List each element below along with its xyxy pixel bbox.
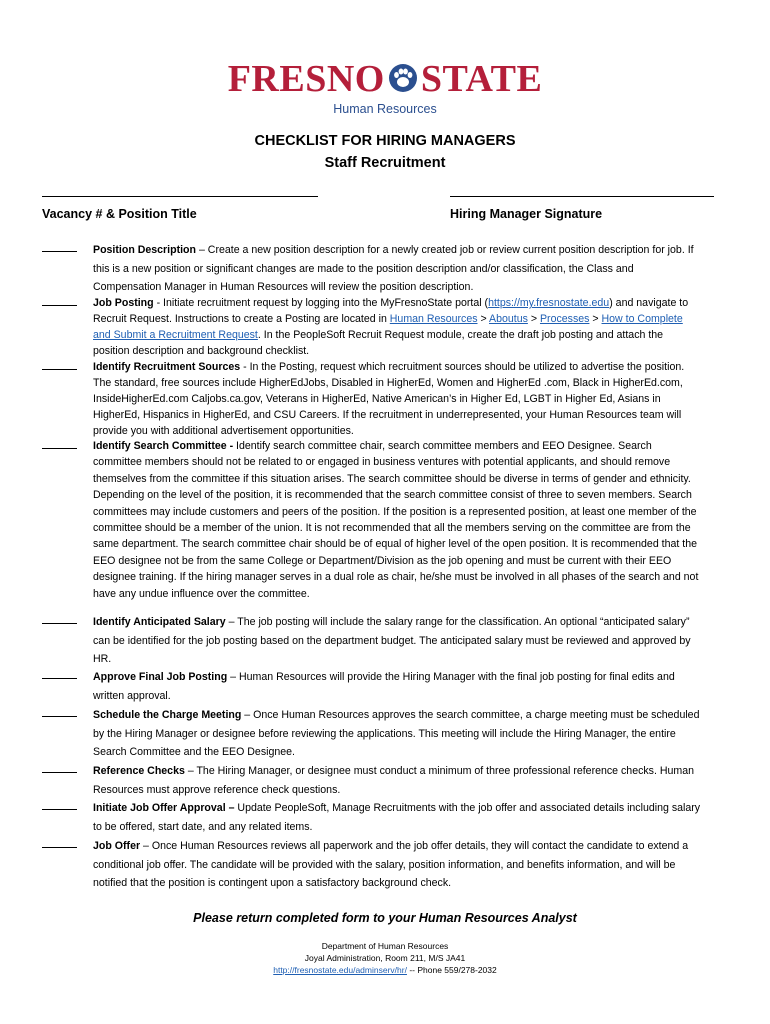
item-heading: Initiate Job Offer Approval – bbox=[93, 802, 235, 814]
checklist-item-final-job-posting bbox=[42, 668, 702, 705]
item-body: – Once Human Resources reviews all paperwork and the job offer details, they will contact the candidate to extend a conditional job offer. The candidate will be provided with the salary, position information, and benefits information, and will be notified that the position is contingent upon a satisfactory background check. bbox=[93, 840, 689, 889]
item-body: ) and navigate to Recruit Request. Instructions to create a Posting are located in bbox=[93, 297, 689, 325]
item-body: – The Hiring Manager, or designee must conduct a minimum of three professional reference checks. Human Resources must approve reference check questions. bbox=[93, 765, 695, 796]
checklist-item-job-offer bbox=[42, 837, 702, 893]
footer-contact bbox=[0, 965, 770, 975]
checklist-item-job-posting bbox=[42, 295, 702, 359]
return-form-note: Please return completed form to your Human Resources Analyst bbox=[193, 911, 577, 925]
document-title: CHECKLIST FOR HIRING MANAGERS bbox=[254, 133, 516, 149]
checkbox-blank[interactable] bbox=[42, 706, 77, 717]
separator: > bbox=[589, 313, 602, 325]
item-body: – Once Human Resources approves the search committee, a charge meeting must be scheduled by the Hiring Manager or designee before reviewing the applications. This meeting will include the Hiring Manager, the entire Search Committee and the EEO Designee. bbox=[93, 709, 700, 758]
checkbox-blank[interactable] bbox=[42, 295, 77, 306]
separator: > bbox=[477, 313, 490, 325]
checklist-item-position-description bbox=[42, 241, 702, 297]
item-heading: Identify Recruitment Sources bbox=[93, 361, 241, 373]
checklist-item-search-committee bbox=[42, 438, 702, 602]
recruitment-request-link[interactable]: How to Complete and Submit a Recruitment Request bbox=[93, 313, 683, 341]
item-heading: Position Description bbox=[93, 244, 197, 256]
checkbox-blank[interactable] bbox=[42, 613, 77, 624]
paw-icon bbox=[388, 63, 418, 93]
aboutus-link[interactable]: Aboutus bbox=[489, 313, 528, 325]
item-body: – Create a new position description for a newly created job or review current position description for job. If this is a new position or significant changes are made to the position description and/or classification, the Class and Compensation Manager in Human Resources will review the position description. bbox=[93, 244, 694, 293]
footer-phone: -- Phone 559/278-2032 bbox=[406, 965, 497, 975]
document-subtitle: Staff Recruitment bbox=[324, 155, 446, 171]
footer-department: Department of Human Resources bbox=[321, 941, 449, 951]
item-heading: Schedule the Charge Meeting bbox=[93, 709, 242, 721]
logo-wordmark bbox=[228, 60, 543, 98]
checkbox-blank[interactable] bbox=[42, 241, 77, 252]
item-body: – The job posting will include the salary range for the classification. An optional “anticipated salary” can be identified for the job posting based on the department budget. The anticipated salary must be reviewed and approved by HR. bbox=[93, 616, 691, 665]
item-heading: Identify Anticipated Salary bbox=[93, 616, 226, 628]
item-body: - Initiate recruitment request by logging into the MyFresnoState portal ( bbox=[153, 297, 489, 309]
checkbox-blank[interactable] bbox=[42, 762, 77, 773]
checklist-item-recruitment-sources bbox=[42, 359, 702, 439]
item-body: Identify search committee chair, search committee members and EEO Designee. Search committee members should not be related to or engaged in business ventures with potential applicants, and should remove themselves from the committee if this situation arises. The search committee should be diverse in terms of gender and ethnicity. Depending on the level of the position, it is recommended that the search committee consist of three to seven members. Search committees may include customers and peers of the position. If the position is a represented position, at least one member of the committee should be a member of the union. It is not recommended that all the members serving on the committee are from the same department. The search committee chair should be of equal of higher level of the open position. It is recommended that the EEO designee not be from the same College or Department/Division as the job opening and must be current with their EEO designee training. If the hiring manager serves in a dual role as chair, he/she must be involved in all phases of the search and not have any undue influence over the committee. bbox=[93, 440, 699, 600]
logo-part2: STATE bbox=[420, 58, 543, 100]
fresno-state-logo bbox=[0, 60, 770, 116]
checklist-item-anticipated-salary bbox=[42, 613, 702, 669]
item-body: – Human Resources will provide the Hiring Manager with the final job posting for final edits and written approval. bbox=[93, 671, 675, 702]
item-heading: Approve Final Job Posting bbox=[93, 671, 228, 683]
checklist-item-charge-meeting bbox=[42, 706, 702, 762]
logo-part1: FRESNO bbox=[227, 58, 385, 100]
item-heading: Identify Search Committee - bbox=[93, 440, 234, 452]
checkbox-blank[interactable] bbox=[42, 837, 77, 848]
item-heading: Job Offer bbox=[93, 840, 141, 852]
vacancy-label: Vacancy # & Position Title bbox=[42, 207, 197, 221]
vacancy-signature-line[interactable] bbox=[42, 196, 318, 197]
item-heading: Reference Checks bbox=[93, 765, 185, 777]
checkbox-blank[interactable] bbox=[42, 799, 77, 810]
item-body: - In the Posting, request which recruitment sources should be utilized to advertise the position. The standard, free sources include HigherEdJobs, Disabled in HigherEd, Women and HigherEd .com, Black in HigherEd.com, InsideHigherEd.com Caljobs.ca.gov, Veterans in HigherEd, Native American’s in Higher Ed, LGBT in Higher Ed, Asians in HigherEd, Hispanics in HigherEd, and CSU Careers. If the recruitment in underrepresented, your Human Resources team will provide you with additional advertisement opportunities. bbox=[93, 361, 685, 437]
processes-link[interactable]: Processes bbox=[539, 313, 590, 325]
checklist-item-reference-checks bbox=[42, 762, 702, 799]
hr-link[interactable]: Human Resources bbox=[389, 313, 478, 325]
item-heading: Job Posting bbox=[93, 297, 154, 309]
footer-address: Joyal Administration, Room 211, M/S JA41 bbox=[304, 953, 466, 963]
hr-website-link[interactable]: http://fresnostate.edu/adminserv/hr/ bbox=[273, 965, 407, 975]
item-body: Update PeopleSoft, Manage Recruitments with the job offer and associated details including salary to be offered, start date, and any related items. bbox=[93, 802, 701, 833]
logo-subtitle: Human Resources bbox=[333, 102, 437, 116]
portal-link[interactable]: https://my.fresnostate.edu bbox=[488, 297, 610, 309]
item-body: . In the PeopleSoft Recruit Request module, create the draft job posting and attach the position description and background checklist. bbox=[93, 329, 664, 357]
separator: > bbox=[527, 313, 540, 325]
checkbox-blank[interactable] bbox=[42, 668, 77, 679]
checkbox-blank[interactable] bbox=[42, 438, 77, 449]
checkbox-blank[interactable] bbox=[42, 359, 77, 370]
hiring-manager-signature-line[interactable] bbox=[450, 196, 714, 197]
checklist-item-job-offer-approval bbox=[42, 799, 702, 836]
hiring-manager-label: Hiring Manager Signature bbox=[450, 207, 603, 221]
